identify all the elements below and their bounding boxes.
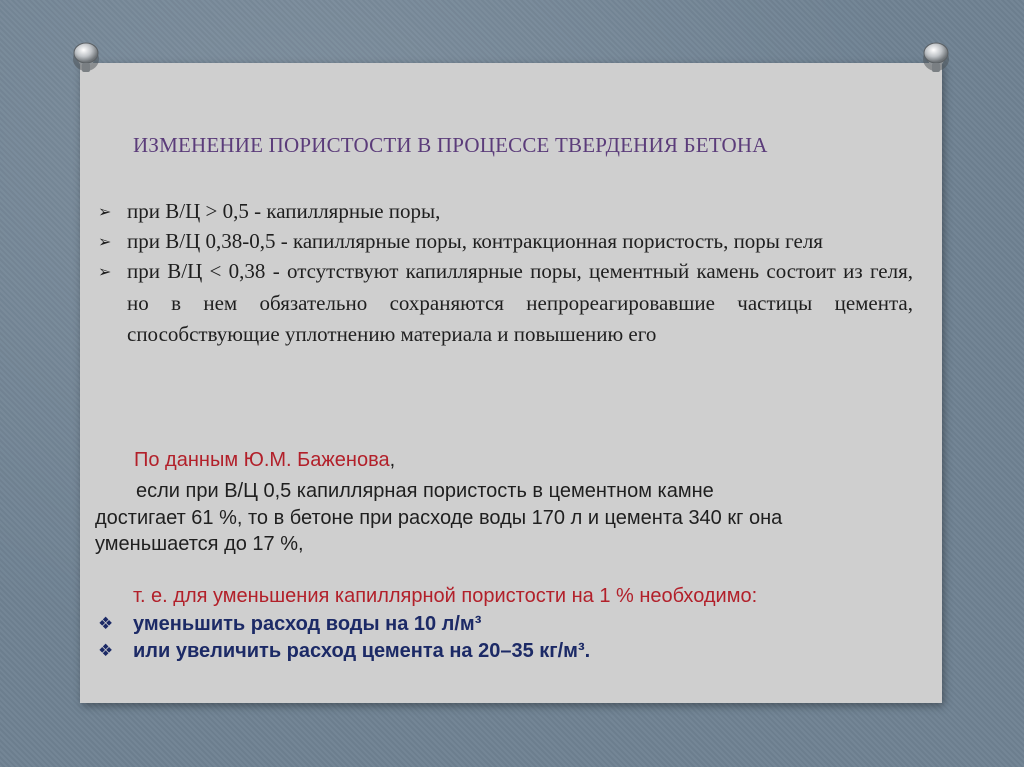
bullet-item — [98, 196, 913, 227]
bullet-text: при В/Ц 0,38-0,5 - капиллярные поры, контракционная пористость, поры геля — [127, 229, 823, 253]
source-reference — [134, 449, 395, 472]
bullet-list — [98, 196, 913, 351]
conclusion-text: или увеличить расход цемента на 20–35 кг/м³. — [133, 640, 591, 662]
bullet-text: при В/Ц < 0,38 - отсутствуют капиллярные поры, цементный камень состоит из геля, но в нем обязательно сохраняются непрореагировавшие частицы цемента, способствующие уплотнению материала и повышению его — [127, 259, 913, 346]
conclusion-intro: т. е. для уменьшения капиллярной пористости на 1 % необходимо: — [133, 585, 758, 607]
pin-icon — [69, 40, 103, 74]
four-diamond-bullet-icon: ❖ — [98, 641, 114, 661]
paragraph-line: уменьшается до 17 %, — [95, 533, 304, 555]
paragraph-line: достигает 61 %, то в бетоне при расходе воды 170 л и цемента 340 кг она — [95, 506, 783, 529]
four-diamond-bullet-icon: ❖ — [98, 614, 114, 634]
arrow-right-icon: ➢ — [98, 262, 112, 281]
conclusion-item — [98, 638, 913, 665]
bullet-item — [98, 227, 913, 256]
slide-title: ИЗМЕНЕНИЕ ПОРИСТОСТИ В ПРОЦЕССЕ ТВЕРДЕНИЯ БЕТОНА — [133, 133, 768, 157]
conclusion-text: уменьшить расход воды на 10 л/м³ — [133, 613, 482, 635]
conclusion-item — [98, 611, 913, 638]
source-comma: , — [389, 449, 396, 471]
source-text: По данным Ю.М. Баженова — [134, 449, 390, 471]
pin-icon — [919, 40, 953, 74]
bullet-text: при В/Ц > 0,5 - капиллярные поры, — [127, 199, 441, 223]
conclusion-list — [98, 611, 913, 665]
bullet-item — [98, 256, 913, 351]
paragraph-line: если при В/Ц 0,5 капиллярная пористость в цементном камне — [136, 480, 714, 502]
arrow-right-icon: ➢ — [98, 202, 112, 221]
explanation-paragraph — [95, 478, 910, 558]
arrow-right-icon: ➢ — [98, 232, 112, 251]
